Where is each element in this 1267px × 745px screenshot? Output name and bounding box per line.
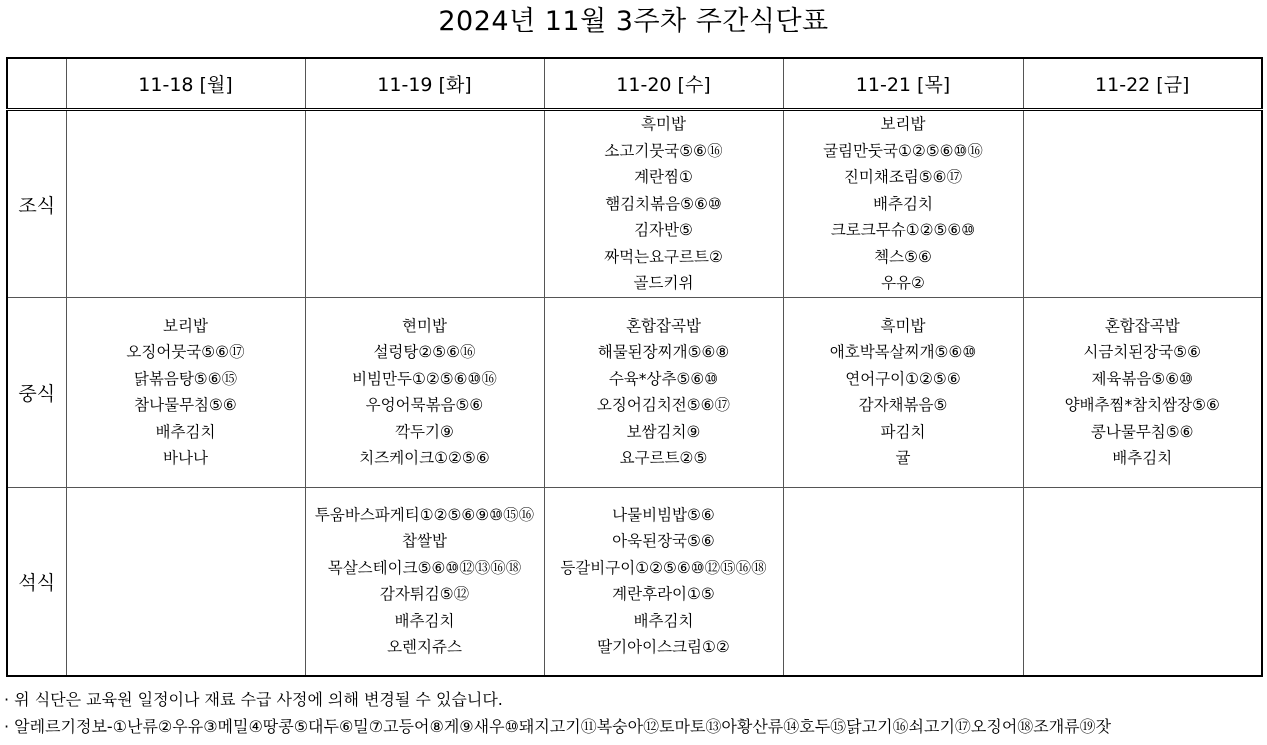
weekly-menu-table [6, 57, 1263, 677]
menu-item: 배추김치 [394, 611, 455, 630]
meal-label-lunch: 중식 [7, 298, 66, 487]
meal-label-breakfast: 조식 [7, 110, 66, 298]
menu-item: 닭볶음탕⑤⑥⑮ [133, 369, 238, 388]
menu-item: 수육*상추⑤⑥⑩ [608, 369, 719, 388]
menu-list [784, 111, 1023, 297]
menu-item: 진미채조림⑤⑥⑰ [843, 168, 963, 187]
menu-cell [66, 110, 305, 298]
menu-item: 바나나 [163, 449, 208, 468]
menu-item: 짜먹는요구르트② [604, 247, 723, 266]
menu-list [784, 313, 1023, 472]
menu-item: 딸기아이스크림①② [597, 638, 730, 657]
menu-item: 투움바스파게티①②⑤⑥⑨⑩⑮⑯ [314, 505, 535, 524]
menu-item: 혼합잡곡밥 [1104, 316, 1180, 335]
menu-item: 감자튀김⑤⑫ [379, 585, 470, 604]
menu-cell [1023, 110, 1262, 298]
corner-cell [7, 58, 66, 110]
menu-item: 배추김치 [1112, 449, 1173, 468]
day-header-thu: 11-21 [목] [783, 58, 1023, 110]
menu-item: 크로크무슈①②⑤⑥⑩ [830, 221, 976, 240]
menu-item: 김자반⑤ [634, 221, 693, 240]
menu-item: 계란후라이①⑤ [612, 585, 715, 604]
menu-item: 보리밥 [880, 115, 926, 134]
menu-item: 아욱된장국⑤⑥ [612, 532, 715, 551]
menu-item: 배추김치 [633, 611, 694, 630]
menu-item: 양배추찜*참치쌈장⑤⑥ [1064, 396, 1220, 415]
menu-cell [305, 298, 544, 487]
menu-item: 귤 [895, 449, 911, 468]
menu-item: 비빔만두①②⑤⑥⑩⑯ [352, 369, 497, 388]
menu-item: 참나물무침⑤⑥ [134, 396, 237, 415]
menu-item: 등갈비구이①②⑤⑥⑩⑫⑮⑯⑱ [560, 558, 767, 577]
breakfast-row [7, 110, 1262, 298]
menu-cell [783, 487, 1023, 676]
menu-item: 배추김치 [873, 194, 933, 213]
menu-item: 햄김치볶음⑤⑥⑩ [605, 194, 722, 213]
menu-item: 치즈케이크①②⑤⑥ [359, 449, 490, 468]
menu-item: 깍두기⑨ [395, 422, 454, 441]
menu-list [545, 313, 783, 472]
menu-item: 목살스테이크⑤⑥⑩⑫⑬⑯⑱ [327, 558, 522, 577]
menu-item: 해물된장찌개⑤⑥⑧ [597, 343, 730, 362]
menu-item: 흑미밥 [641, 115, 686, 134]
menu-item: 보쌈김치⑨ [626, 422, 701, 441]
menu-item: 골드키위 [633, 274, 694, 293]
menu-item: 콩나물무침⑤⑥ [1090, 422, 1194, 441]
menu-item: 찹쌀밥 [402, 532, 447, 551]
menu-item: 소고기뭇국⑤⑥⑯ [604, 141, 723, 160]
menu-item: 우엉어묵볶음⑤⑥ [365, 396, 484, 415]
menu-cell [305, 487, 544, 676]
header-row [7, 58, 1262, 110]
change-notice: · 위 식단은 교육원 일정이나 재료 수급 사정에 의해 변경될 수 있습니다. [4, 690, 503, 709]
menu-item: 오징어김치전⑤⑥⑰ [596, 396, 731, 415]
menu-cell [1023, 298, 1262, 487]
menu-cell [783, 298, 1023, 487]
menu-cell [66, 298, 305, 487]
menu-item: 시금치된장국⑤⑥ [1083, 343, 1202, 362]
day-header-fri: 11-22 [금] [1023, 58, 1262, 110]
menu-item: 배추김치 [155, 422, 216, 441]
menu-item: 나물비빔밥⑤⑥ [612, 505, 715, 524]
menu-item: 요구르트②⑤ [619, 449, 708, 468]
menu-list [306, 313, 544, 472]
menu-item: 굴림만둣국①②⑤⑥⑩⑯ [823, 141, 983, 160]
menu-item: 현미밥 [402, 316, 447, 335]
menu-item: 오렌지쥬스 [387, 638, 462, 657]
menu-item: 우유② [881, 274, 925, 293]
menu-list [545, 111, 783, 297]
menu-list [306, 502, 544, 661]
day-header-tue: 11-19 [화] [305, 58, 544, 110]
menu-item: 혼합잡곡밥 [626, 316, 701, 335]
menu-item: 오징어뭇국⑤⑥⑰ [126, 343, 245, 362]
menu-cell [66, 487, 305, 676]
menu-cell [783, 110, 1023, 298]
menu-cell [544, 487, 783, 676]
menu-item: 첵스⑤⑥ [874, 247, 932, 266]
allergy-info: · 알레르기정보-①난류②우유③메밀④땅콩⑤대두⑥밀⑦고등어⑧게⑨새우⑩돼지고기⑪복숭아⑫토마토⑬아황산류⑭호두⑮닭고기⑯쇠고기⑰오징어⑱조개류⑲잣 [4, 717, 1112, 736]
menu-item: 제육볶음⑤⑥⑩ [1091, 369, 1194, 388]
day-header-mon: 11-18 [월] [66, 58, 305, 110]
menu-cell [544, 298, 783, 487]
menu-cell [1023, 487, 1262, 676]
menu-list [1024, 313, 1262, 472]
menu-cell [305, 110, 544, 298]
menu-item: 파김치 [880, 422, 926, 441]
menu-list [67, 313, 305, 472]
menu-item: 애호박목살찌개⑤⑥⑩ [829, 343, 977, 362]
notes [4, 686, 1264, 740]
menu-item: 보리밥 [163, 316, 208, 335]
menu-item: 연어구이①②⑤⑥ [845, 369, 961, 388]
dinner-row [7, 487, 1262, 676]
page-title: 2024년 11월 3주차 주간식단표 [438, 6, 829, 37]
menu-cell [544, 110, 783, 298]
day-header-wed: 11-20 [수] [544, 58, 783, 110]
lunch-row [7, 298, 1262, 487]
meal-label-dinner: 석식 [7, 487, 66, 676]
menu-list [545, 502, 783, 661]
menu-item: 흑미밥 [880, 316, 926, 335]
menu-item: 설렁탕②⑤⑥⑯ [373, 343, 476, 362]
menu-item: 감자채볶음⑤ [858, 396, 948, 415]
menu-item: 계란찜① [634, 168, 693, 187]
